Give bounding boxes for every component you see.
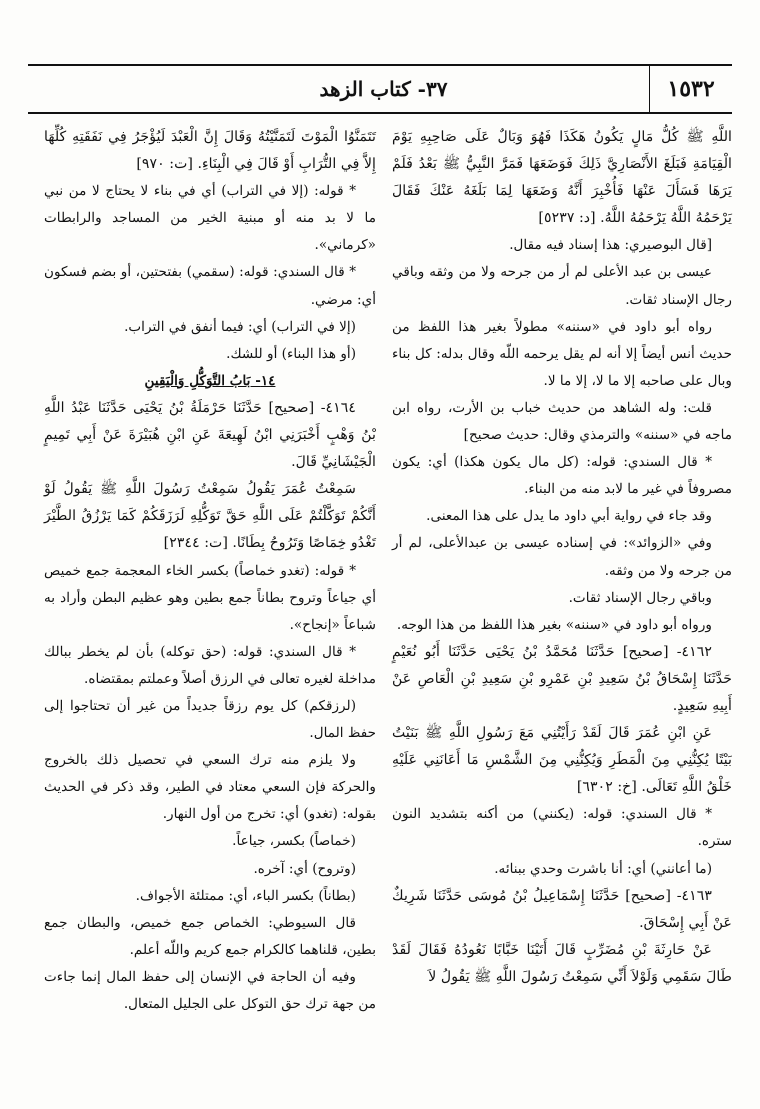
commentary-text: وفي «الزوائد»: في إسناده عيسى بن عبدالأعلى، لم أر من جرحه ولا من وثقه. — [392, 535, 732, 579]
section-heading: ١٤- بَابُ التَّوَكُّلِ وَالْيَقِينِ — [144, 372, 276, 389]
commentary-text: (خماصاً) بكسر، جياعاً. — [232, 833, 356, 850]
hadith-text: سَمِعْتُ عُمَرَ يَقُولُ سَمِعْتُ رَسُولَ اللَّهِ ﷺ يَقُولُ لَوْ أَنَّكُمْ تَوَكَّلْتُمْ عَلَى اللَّهِ حَقَّ تَوَكُّلِهِ لَرَزَقَكُمْ كَمَا يَرْزُقُ الطَّيْرَ تَغْدُو خِمَاصًا وَتَرُوحُ بِطَانًا. [ت: ٢٣٤٤] — [44, 481, 376, 552]
commentary-text: رواه أبو داود في «سننه» مطولاً بغير هذا اللفظ من حديث أنس أيضاً إلا أنه لم يقل يرحمه اللّه وقال بدله: كل بناء وبال على صاحبه إلا ما لا، إلا ما لا. — [392, 318, 732, 389]
commentary-text: قلت: وله الشاهد من حديث خباب بن الأرت، رواه ابن ماجه في «سننه» والترمذي وقال: حديث صحيح] — [392, 399, 732, 444]
hadith-text: تَتَمَنَّوُا الْمَوْتَ لَتَمَنَّيْتُهُ وَقَالَ إِنَّ الْعَبْدَ لَيُؤْجَرُ فِي نَفَقَتِهِ كُلِّهَا إِلاَّ فِي التُّرَابِ أَوْ قَالَ فِي الْبِنَاءِ. [ت: ٩٧٠] — [44, 129, 376, 173]
commentary-text: * قال السندي: قوله: (سقمي) بفتحتين، أو بضم فسكون أي: مرضي. — [44, 264, 376, 308]
commentary-text: * قوله: (تغدو خماصاً) بكسر الخاء المعجمة جمع خميص أي جياعاً وتروح بطاناً جمع بطين وهو عظيم البطن وأراد به شباعاً «إنجاح». — [44, 562, 376, 633]
hadith-text: ٤١٦٢- [صحيح] حَدَّثَنَا مُحَمَّدُ بْنُ يَحْيَى حَدَّثَنَا أَبُو نُعَيْمٍ حَدَّثَنَا إِسْحَاقُ بْنُ سَعِيدِ بْنِ عَمْرِو بْنِ سَعِيدِ بْنِ الْعَاصِ عَنْ أَبِيهِ سَعِيدٍ. — [392, 643, 732, 714]
commentary-text: * قال السندي: قوله: (كل مال يكون هكذا) أي: يكون مصروفاً في غير ما لابد منه من البناء. — [392, 454, 732, 498]
commentary-text: * قوله: (إلا في التراب) أي في بناء لا يحتاج لا من نبي ما لا بد منه أو مبنية الخير من المساجد والرابطات «كرماني». — [44, 183, 376, 254]
commentary-text: وقد جاء في رواية أبي داود ما يدل على هذا المعنى. — [426, 508, 712, 525]
commentary-text: (أو هذا البناء) أو للشك. — [226, 345, 356, 362]
commentary-text: * قال السندي: قوله: (يكنني) من أكنه بتشديد النون ستره. — [392, 806, 732, 850]
page-number: ١٥٣٢ — [649, 66, 732, 112]
commentary-text: قال السيوطي: الخماص جمع خميص، والبطان جمع بطين، قلناهما كالكرام جمع كريم واللّه أعلم. — [44, 914, 376, 958]
book-title: ٣٧- كتاب الزهد — [319, 77, 448, 101]
hadith-text: عَنِ ابْنِ عُمَرَ قَالَ لَقَدْ رَأَيْتُنِي مَعَ رَسُولِ اللَّهِ ﷺ بَنَيْتُ بَيْتًا يُكِنُّنِي مِنَ الْمَطَرِ وَيُكِنُّنِي مِنَ الشَّمْسِ مَا أَعَانَنِي عَلَيْهِ خَلْقُ اللَّهِ تَعَالَى. [خ: ٦٣٠٢] — [392, 725, 732, 796]
hadith-text: ٤١٦٤- [صحيح] حَدَّثَنَا حَرْمَلَةُ بْنُ يَحْيَى حَدَّثَنَا عَبْدُ اللَّهِ بْنُ وَهْبٍ أَخْبَرَنِي ابْنُ لَهِيعَةَ عَنِ ابْنِ هُبَيْرَةَ عَنْ أَبِي تَمِيمٍ الْجَيْشَانِيِّ قَالَ. — [44, 399, 376, 471]
commentary-text: وباقي رجال الإسناد ثقات. — [568, 589, 712, 606]
commentary-text: (إلا في التراب) أي: فيما أنفق في التراب. — [124, 318, 356, 335]
commentary-text: (بطاناً) بكسر الباء، أي: ممتلئة الأجواف. — [135, 887, 356, 904]
commentary-text: (وتروح) أي: آخره. — [253, 860, 356, 877]
commentary-text: (لرزقكم) كل يوم رزقاً جديداً من غير أن تحتاجوا إلى حفظ المال. — [44, 697, 376, 742]
left-column — [44, 124, 376, 1018]
right-column — [392, 124, 732, 991]
commentary-text: وفيه أن الحاجة في الإنسان إلى حفظ المال إنما جاءت من جهة ترك حق التوكل على الجليل المتعال. — [44, 968, 376, 1012]
hadith-text: اللَّهِ ﷺ كُلُّ مَالٍ يَكُونُ هَكَذَا فَهُوَ وَبَالٌ عَلَى صَاحِبِهِ يَوْمَ الْقِيَامَةِ فَبَلَغَ الأَنْصَارِيَّ ذَلِكَ فَوَضَعَهَا فَمَرَّ النَّبِيُّ ﷺ بَعْدُ فَلَمْ يَرَهَا فَسَأَلَ عَنْهَا فَأُخْبِرَ أَنَّهُ وَضَعَهَا لِمَا بَلَغَهُ عَنْكَ فَقَالَ يَرْحَمُهُ اللَّهُ يَرْحَمُهُ اللَّهُ. [د: ٥٢٣٧] — [392, 129, 732, 227]
commentary-text: ولا يلزم منه ترك السعي في تحصيل ذلك بالخروج والحركة فإن السعي معتاد في الطير، وقد ذكر في الحديث بقوله: (تغدو) أي: تخرج من أول النهار. — [44, 752, 376, 823]
page-header — [28, 64, 732, 114]
hadith-text: عَنْ حَارِثَةَ بْنِ مُضَرِّبٍ قَالَ أَتَيْنَا خَبَّابًا نَعُودُهُ فَقَالَ لَقَدْ طَالَ سَقَمِي وَلَوْلاَ أَنِّي سَمِعْتُ رَسُولَ اللَّهِ ﷺ يَقُولُ لاَ — [392, 941, 732, 985]
commentary-text: ورواه أبو داود في «سننه» بغير هذا اللفظ من هذا الوجه. — [396, 616, 712, 633]
commentary-text: * قال السندي: قوله: (حق توكله) بأن لم يخطر ببالك مداخلة لغيره تعالى في الرزق أصلاً وعملتم بمقتضاه. — [44, 643, 376, 687]
commentary-text: [قال البوصيري: هذا إسناد فيه مقال. — [509, 237, 712, 254]
hadith-text: ٤١٦٣- [صحيح] حَدَّثَنَا إِسْمَاعِيلُ بْنُ مُوسَى حَدَّثَنَا شَرِيكٌ عَنْ أَبِي إِسْحَاقَ. — [392, 887, 732, 931]
commentary-text: عيسى بن عبد الأعلى لم أر من جرحه ولا من وثقه وباقي رجال الإسناد ثقات. — [392, 264, 732, 308]
commentary-text: (ما أعانني) أي: أنا باشرت وحدي ببنائه. — [494, 860, 712, 877]
